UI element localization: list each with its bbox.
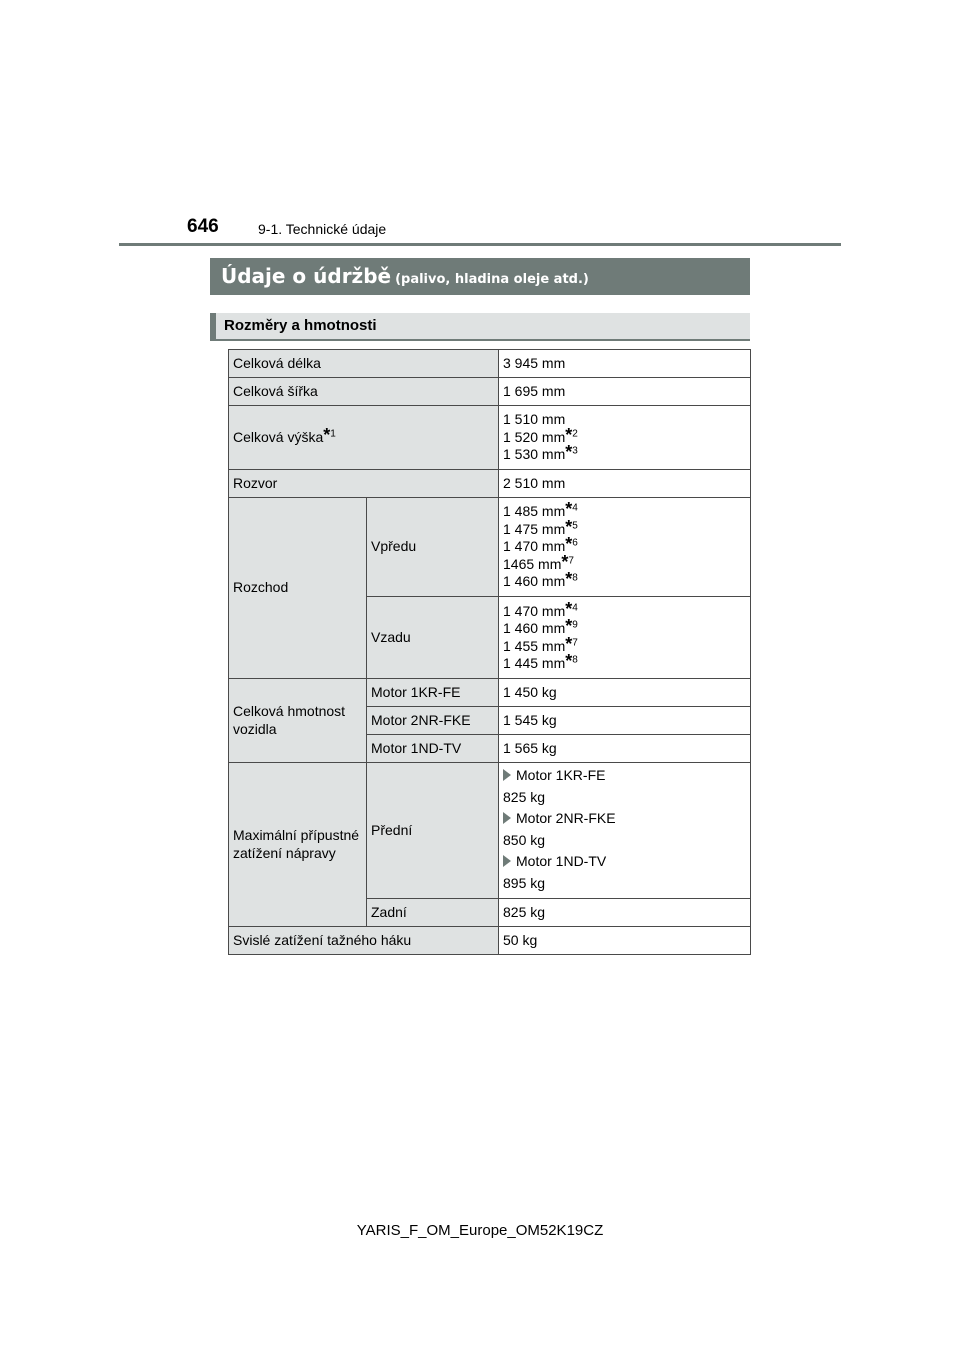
value-line <box>503 633 746 656</box>
engine-line <box>503 767 746 785</box>
value-text: 1 510 mm <box>503 411 566 428</box>
spec-label: Maximální přípustné zatížení nápravy <box>229 763 367 927</box>
engine-line <box>503 853 746 871</box>
engine-line <box>503 810 746 828</box>
table-row <box>229 350 751 378</box>
spec-value: 1 695 mm <box>499 378 751 406</box>
spec-value: 3 945 mm <box>499 350 751 378</box>
engine-name: Motor 1KR-FE <box>516 767 606 783</box>
footnote-asterisk: * <box>565 499 573 520</box>
spec-label: Celková délka <box>229 350 499 378</box>
spec-value: 1 565 kg <box>499 735 751 763</box>
spec-label: Celková šířka <box>229 378 499 406</box>
specs-table <box>228 349 751 955</box>
section-label: 9-1. Technické údaje <box>258 221 387 237</box>
document-footer: YARIS_F_OM_Europe_OM52K19CZ <box>356 1222 604 1239</box>
value-text: 1 485 mm <box>503 503 566 520</box>
footnote-number: 3 <box>572 445 578 457</box>
engine-label: Motor 2NR-FKE <box>367 707 499 735</box>
footnote-asterisk: * <box>565 598 573 619</box>
value-text: 1465 mm <box>503 555 562 572</box>
footnote-number: 7 <box>572 636 578 648</box>
value-line: 850 kg <box>503 831 546 848</box>
footnote-number: 4 <box>572 601 578 613</box>
footnote-asterisk: * <box>565 442 573 463</box>
footnote-number: 5 <box>572 520 578 532</box>
header-rule <box>119 243 841 246</box>
spec-label-text: Celková výška <box>233 428 324 445</box>
value-text: 1 455 mm <box>503 637 566 654</box>
engine-label: Motor 1ND-TV <box>367 735 499 763</box>
value-line: 895 kg <box>503 874 546 891</box>
table-row <box>229 763 751 899</box>
footnote-number: 9 <box>572 619 578 631</box>
value-line <box>503 442 746 464</box>
triangle-bullet-icon <box>503 855 511 867</box>
value-text: 1 460 mm <box>503 573 566 590</box>
table-row <box>229 927 751 955</box>
spec-sublabel: Vpředu <box>367 498 499 597</box>
footnote-asterisk: * <box>565 424 573 445</box>
engine-name: Motor 1ND-TV <box>516 853 607 869</box>
footnote-number: 8 <box>572 654 578 666</box>
value-line <box>503 516 746 539</box>
page-title-main: Údaje o údržbě <box>221 264 392 288</box>
value-line <box>503 598 746 621</box>
footnote-asterisk: * <box>565 651 573 671</box>
table-row <box>229 470 751 498</box>
spec-label: Celková hmotnost vozidla <box>229 679 367 763</box>
footnote-asterisk: * <box>565 516 573 537</box>
footnote-number: 7 <box>568 555 574 567</box>
value-line <box>503 424 746 447</box>
page-number: 646 <box>187 216 219 237</box>
footnote-asterisk: * <box>565 534 573 555</box>
footnote-number: 2 <box>572 428 578 440</box>
spec-label: Rozvor <box>229 470 499 498</box>
value-line <box>503 569 746 591</box>
triangle-bullet-icon <box>503 769 511 781</box>
spec-value: 2 510 mm <box>499 470 751 498</box>
footnote-asterisk: * <box>565 633 573 654</box>
footnote-asterisk: * <box>323 424 331 445</box>
value-line <box>503 616 746 638</box>
section-title: Rozměry a hmotnosti <box>210 313 750 341</box>
value-text: 1 470 mm <box>503 538 566 555</box>
table-row <box>229 679 751 707</box>
spec-value <box>499 763 751 899</box>
value-line <box>503 551 746 574</box>
spec-label <box>229 406 499 470</box>
value-line <box>503 534 746 556</box>
spec-value <box>499 597 751 679</box>
value-text: 1 460 mm <box>503 620 566 636</box>
spec-value: 1 450 kg <box>499 679 751 707</box>
page-title-sub: (palivo, hladina oleje atd.) <box>395 272 589 287</box>
engine-name: Motor 2NR-FKE <box>516 810 616 826</box>
triangle-bullet-icon <box>503 812 511 824</box>
spec-value <box>499 498 751 597</box>
footnote-number: 1 <box>330 428 336 440</box>
table-row <box>229 406 751 470</box>
value-text: 1 475 mm <box>503 520 566 537</box>
engine-label: Motor 1KR-FE <box>367 679 499 707</box>
spec-label: Rozchod <box>229 498 367 679</box>
spec-sublabel: Zadní <box>367 899 499 927</box>
footnote-number: 6 <box>572 537 578 549</box>
spec-value: 1 545 kg <box>499 707 751 735</box>
spec-sublabel: Vzadu <box>367 597 499 679</box>
spec-label: Svislé zatížení tažného háku <box>229 927 499 955</box>
value-line: 825 kg <box>503 788 546 805</box>
value-text: 1 445 mm <box>503 655 566 671</box>
footnote-asterisk: * <box>565 569 573 590</box>
footnote-asterisk: * <box>565 616 573 636</box>
footnote-number: 8 <box>572 572 578 584</box>
value-text: 1 520 mm <box>503 428 566 445</box>
page-title <box>210 258 750 295</box>
footnote-number: 4 <box>572 502 578 514</box>
spec-value <box>499 406 751 470</box>
spec-value: 50 kg <box>499 927 751 955</box>
table-row <box>229 498 751 597</box>
value-line <box>503 411 746 429</box>
value-line <box>503 499 746 521</box>
value-text: 1 530 mm <box>503 446 566 463</box>
value-text: 1 470 mm <box>503 602 566 619</box>
footnote-asterisk: * <box>561 551 569 572</box>
value-line <box>503 651 746 673</box>
spec-sublabel: Přední <box>367 763 499 899</box>
spec-value: 825 kg <box>499 899 751 927</box>
table-row <box>229 378 751 406</box>
